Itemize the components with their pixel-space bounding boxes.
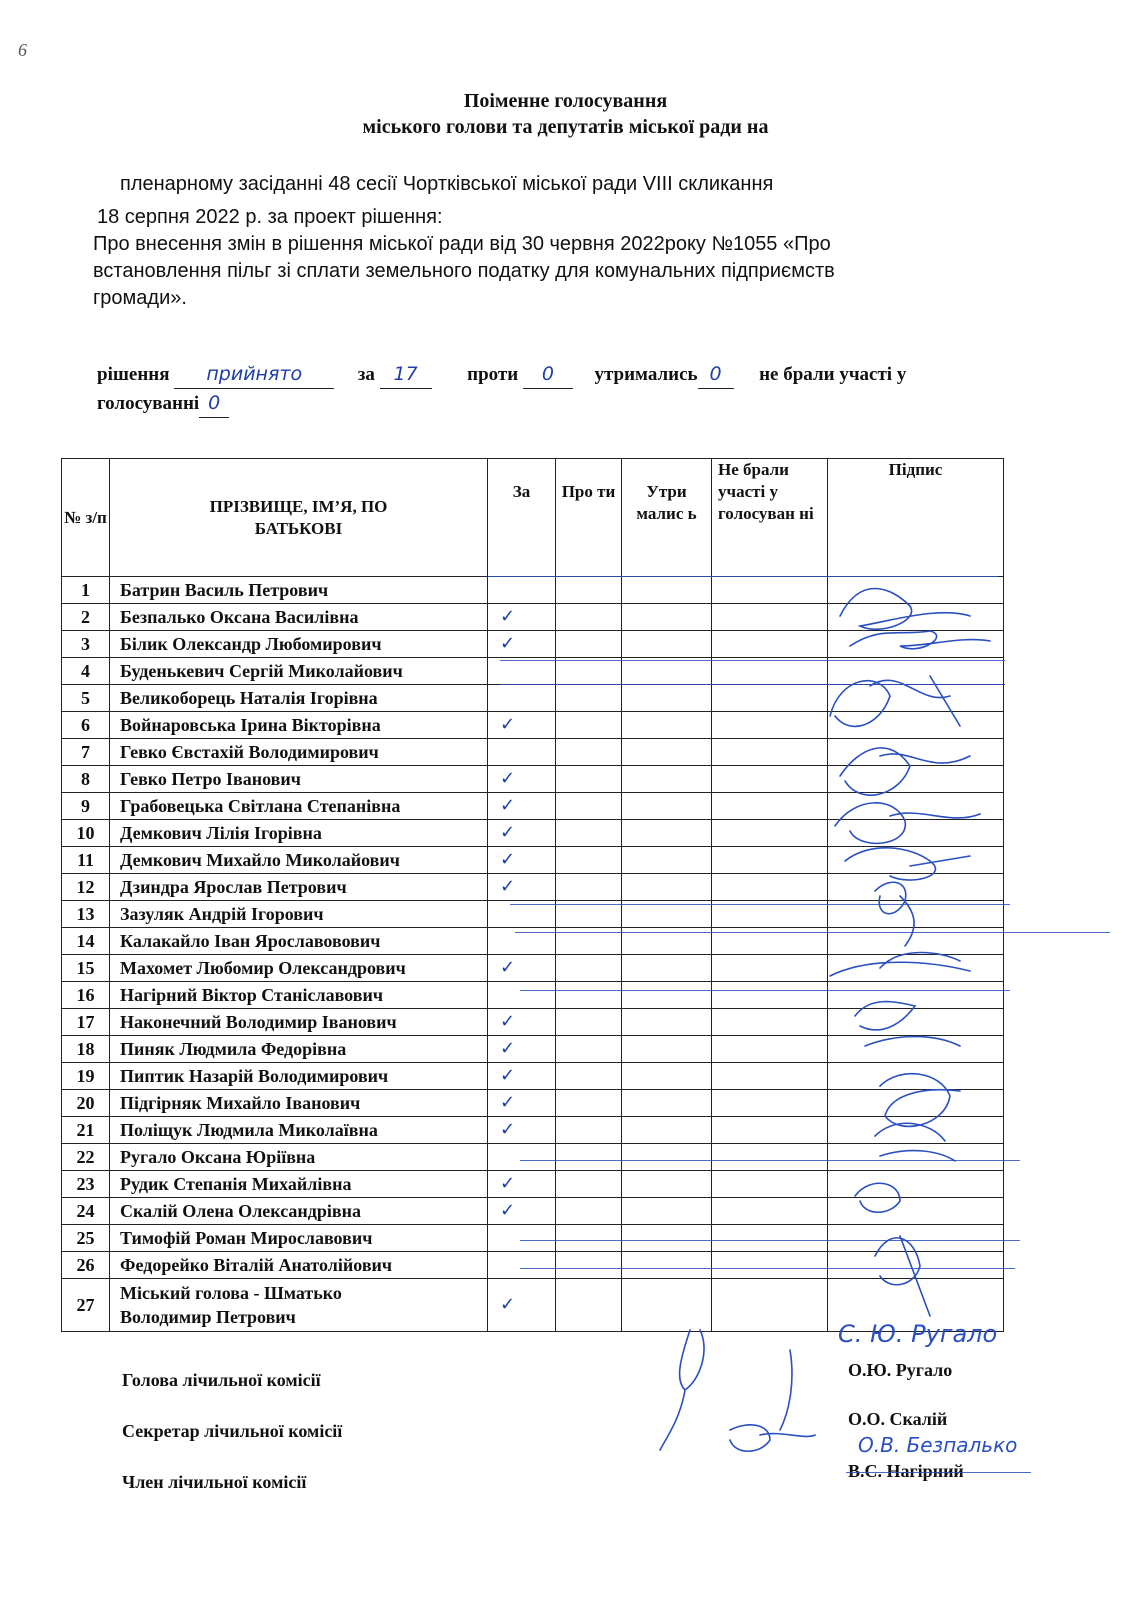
vote-for-cell — [488, 1252, 556, 1279]
vote-for-cell: ✓ — [488, 631, 556, 658]
deputy-name: Махомет Любомир Олександрович — [110, 955, 488, 982]
not-participated-cell — [712, 1063, 828, 1090]
vote-for-cell: ✓ — [488, 604, 556, 631]
vote-for-cell: ✓ — [488, 1198, 556, 1225]
vote-for-cell — [488, 739, 556, 766]
vote-abstained-cell — [622, 1144, 712, 1171]
vote-against-cell — [556, 577, 622, 604]
deputy-name: Скалій Олена Олександрівна — [110, 1198, 488, 1225]
abstained-value: 0 — [698, 360, 734, 389]
deputy-name: Пиняк Людмила Федорівна — [110, 1036, 488, 1063]
not-participated-cell — [712, 1036, 828, 1063]
for-label: за — [357, 364, 375, 385]
strike-line — [520, 1240, 1020, 1241]
row-number: 23 — [62, 1171, 110, 1198]
vote-for-cell: ✓ — [488, 847, 556, 874]
not-participated-cell — [712, 712, 828, 739]
deputy-name: Підгірняк Михайло Іванович — [110, 1090, 488, 1117]
deputy-name: Калакайло Іван Ярославовович — [110, 928, 488, 955]
vote-for-cell: ✓ — [488, 1171, 556, 1198]
deputy-name: Батрин Василь Петрович — [110, 577, 488, 604]
deputy-name: Рудик Степанія Михайлівна — [110, 1171, 488, 1198]
secretary-signature-stroke — [780, 1350, 792, 1430]
vote-against-cell — [556, 685, 622, 712]
abstained-label: утримались — [594, 364, 698, 385]
chair-label: Голова лічильної комісії — [122, 1370, 321, 1390]
vote-against-cell — [556, 982, 622, 1009]
not-participated-cell — [712, 874, 828, 901]
deputy-name: Гевко Петро Іванович — [110, 766, 488, 793]
handwritten-member-name: О.В. Безпалько — [858, 1433, 1018, 1457]
vote-against-cell — [556, 793, 622, 820]
vote-abstained-cell — [622, 1225, 712, 1252]
vote-abstained-cell — [622, 766, 712, 793]
row-number: 24 — [62, 1198, 110, 1225]
not-participated-cell — [712, 820, 828, 847]
vote-against-cell — [556, 739, 622, 766]
vote-for-cell — [488, 1144, 556, 1171]
vote-against-cell — [556, 1198, 622, 1225]
vote-abstained-cell — [622, 1252, 712, 1279]
vote-for-cell — [488, 658, 556, 685]
vote-against-cell — [556, 1090, 622, 1117]
vote-against-cell — [556, 1171, 622, 1198]
decision-value: прийнято — [174, 360, 334, 389]
member-name-underline — [846, 1472, 1031, 1473]
vote-against-cell — [556, 766, 622, 793]
deputy-name: Тимофій Роман Мирославович — [110, 1225, 488, 1252]
member-name: В.С. Нагірний — [848, 1461, 964, 1481]
row-number: 19 — [62, 1063, 110, 1090]
not-participated-cell — [712, 631, 828, 658]
vote-abstained-cell — [622, 712, 712, 739]
vote-abstained-cell — [622, 577, 712, 604]
row-number: 5 — [62, 685, 110, 712]
table-header-row — [62, 459, 1004, 577]
not-participated-cell — [712, 793, 828, 820]
deputy-name: Білик Олександр Любомирович — [110, 631, 488, 658]
header-name: ПРІЗВИЩЕ, ІМ’Я, ПО БАТЬКОВІ — [110, 459, 488, 577]
date-line: 18 серпня 2022 р. за проект рішення: — [97, 206, 443, 228]
vote-against-cell — [556, 847, 622, 874]
against-label: проти — [467, 364, 519, 385]
deputy-name: Буденькевич Сергій Миколайович — [110, 658, 488, 685]
vote-for-cell: ✓ — [488, 1036, 556, 1063]
strike-line — [500, 660, 1005, 661]
secretary-signature — [730, 1425, 815, 1451]
vote-abstained-cell — [622, 604, 712, 631]
vote-abstained-cell — [622, 874, 712, 901]
vote-for-cell — [488, 1225, 556, 1252]
deputy-name: Поліщук Людмила Миколаївна — [110, 1117, 488, 1144]
signature-nakonechnyi — [855, 1002, 960, 1046]
row-number: 22 — [62, 1144, 110, 1171]
row-number: 9 — [62, 793, 110, 820]
row-number: 3 — [62, 631, 110, 658]
session-line: пленарному засіданні 48 сесії Чортківської міської ради VIII скликання — [120, 173, 774, 195]
vote-against-cell — [556, 820, 622, 847]
secretary-name: О.О. Скалій — [848, 1409, 948, 1429]
for-value: 17 — [380, 360, 432, 389]
header-for: За — [488, 459, 556, 577]
vote-against-cell — [556, 1063, 622, 1090]
strike-line — [500, 684, 1005, 685]
vote-abstained-cell — [622, 1063, 712, 1090]
handwritten-signatures — [820, 576, 1020, 1336]
vote-for-cell: ✓ — [488, 1117, 556, 1144]
vote-abstained-cell — [622, 1171, 712, 1198]
not-participated-cell — [712, 1009, 828, 1036]
not-participated-cell — [712, 847, 828, 874]
signature-dzyndra — [875, 882, 914, 946]
vote-against-cell — [556, 1144, 622, 1171]
deputy-name: Великоборець Наталія Ігорівна — [110, 685, 488, 712]
row-number: 16 — [62, 982, 110, 1009]
deputy-name: Нагірний Віктор Станіславович — [110, 982, 488, 1009]
not-participated-cell — [712, 1090, 828, 1117]
row-number: 4 — [62, 658, 110, 685]
vote-against-cell — [556, 658, 622, 685]
strike-line — [488, 576, 998, 577]
signature-hrabovetska — [835, 803, 980, 844]
strike-line — [520, 1160, 1020, 1161]
vote-for-cell — [488, 982, 556, 1009]
not-participated-cell — [712, 982, 828, 1009]
vote-against-cell — [556, 1279, 622, 1332]
vote-against-cell — [556, 631, 622, 658]
title-line-1: Поіменне голосування — [463, 90, 668, 112]
vote-abstained-cell — [622, 955, 712, 982]
not-participated-cell — [712, 1144, 828, 1171]
row-number: 11 — [62, 847, 110, 874]
deputy-name: Безпалько Оксана Василівна — [110, 604, 488, 631]
not-participated-cell — [712, 739, 828, 766]
deputy-name: Федорейко Віталій Анатолійович — [110, 1252, 488, 1279]
deputy-name: Наконечний Володимир Іванович — [110, 1009, 488, 1036]
deputy-name: Дзиндра Ярослав Петрович — [110, 874, 488, 901]
secretary-label: Секретар лічильної комісії — [122, 1421, 343, 1441]
vote-abstained-cell — [622, 1090, 712, 1117]
signature-pyptyk — [880, 1074, 960, 1127]
row-number: 13 — [62, 901, 110, 928]
topic-line-1: Про внесення змін в рішення міської ради від 30 червня 2022року №1055 «Про — [93, 233, 831, 255]
not-participated-cell — [712, 766, 828, 793]
member-label: Член лічильної комісії — [122, 1472, 307, 1492]
vote-for-cell: ✓ — [488, 1009, 556, 1036]
not-participated-label: не брали участі у — [759, 364, 907, 385]
deputy-name — [110, 1279, 488, 1332]
row-number: 27 — [62, 1279, 110, 1332]
chair-signature — [660, 1330, 704, 1450]
not-participated-cell — [712, 955, 828, 982]
vote-for-cell: ✓ — [488, 955, 556, 982]
vote-for-cell: ✓ — [488, 874, 556, 901]
strike-line — [520, 1268, 1015, 1269]
not-participated-cell — [712, 1225, 828, 1252]
deputy-name: Зазуляк Андрій Ігорович — [110, 901, 488, 928]
vote-for-cell: ✓ — [488, 1279, 556, 1332]
deputy-name: Демкович Лілія Ігорівна — [110, 820, 488, 847]
row-number: 21 — [62, 1117, 110, 1144]
decision-topic — [93, 231, 1028, 312]
vote-for-cell — [488, 577, 556, 604]
vote-abstained-cell — [622, 739, 712, 766]
commission-signatures — [640, 1320, 840, 1490]
not-participated-value: 0 — [199, 389, 229, 418]
header-num: № з/п — [62, 459, 110, 577]
not-participated-cell — [712, 1117, 828, 1144]
not-participated-cell — [712, 685, 828, 712]
row-number: 18 — [62, 1036, 110, 1063]
signature-demkovych — [845, 848, 970, 880]
row-number: 14 — [62, 928, 110, 955]
handwritten-chair-name: С. Ю. Ругало — [838, 1320, 998, 1348]
signature-polishchuk — [875, 1123, 955, 1161]
row-number: 26 — [62, 1252, 110, 1279]
decision-label: рішення — [97, 364, 170, 385]
deputy-name: Пиптик Назарій Володимирович — [110, 1063, 488, 1090]
against-value: 0 — [523, 360, 573, 389]
row-number: 2 — [62, 604, 110, 631]
vote-for-cell: ✓ — [488, 766, 556, 793]
row-number: 10 — [62, 820, 110, 847]
not-participated-cell — [712, 1198, 828, 1225]
deputy-name-line-1: Міський голова - Шматько — [120, 1283, 342, 1303]
not-participated-cell — [712, 1252, 828, 1279]
not-participated-label-2: голосуванні — [97, 393, 200, 414]
chair-name: О.Ю. Ругало — [848, 1360, 953, 1380]
row-number: 17 — [62, 1009, 110, 1036]
topic-line-2: встановлення пільг зі сплати земельного податку для комунальних підприємств — [93, 260, 835, 282]
header-abstained: Утри малис ь — [622, 459, 712, 577]
vote-abstained-cell — [622, 793, 712, 820]
corner-page-mark: 6 — [18, 40, 27, 60]
signature-makhomet — [830, 952, 970, 976]
vote-abstained-cell — [622, 685, 712, 712]
deputy-name: Грабовецька Світлана Степанівна — [110, 793, 488, 820]
vote-against-cell — [556, 874, 622, 901]
vote-against-cell — [556, 1252, 622, 1279]
row-number: 8 — [62, 766, 110, 793]
vote-abstained-cell — [622, 847, 712, 874]
signature-bilyk — [850, 631, 990, 649]
signature-mayor — [875, 1236, 930, 1316]
deputy-name: Ругало Оксана Юріївна — [110, 1144, 488, 1171]
vote-against-cell — [556, 1117, 622, 1144]
vote-abstained-cell — [622, 1117, 712, 1144]
not-participated-cell — [712, 658, 828, 685]
not-participated-cell — [712, 577, 828, 604]
vote-for-cell: ✓ — [488, 1090, 556, 1117]
signature-bezpalko — [840, 589, 970, 630]
strike-line — [515, 932, 1110, 933]
strike-line — [520, 990, 1010, 991]
row-number: 12 — [62, 874, 110, 901]
vote-abstained-cell — [622, 658, 712, 685]
vote-for-cell: ✓ — [488, 820, 556, 847]
deputy-name-line-2: Володимир Петрович — [120, 1307, 296, 1327]
deputy-name: Демкович Михайло Миколайович — [110, 847, 488, 874]
signature-rudyk — [855, 1183, 900, 1212]
signature-hevko-p — [840, 748, 970, 795]
header-against: Про ти — [556, 459, 622, 577]
vote-against-cell — [556, 1009, 622, 1036]
row-number: 6 — [62, 712, 110, 739]
vote-against-cell — [556, 712, 622, 739]
vote-abstained-cell — [622, 1198, 712, 1225]
topic-line-3: громади». — [93, 287, 187, 309]
row-number: 25 — [62, 1225, 110, 1252]
vote-result-line — [97, 360, 1017, 418]
vote-for-cell: ✓ — [488, 712, 556, 739]
vote-abstained-cell — [622, 1036, 712, 1063]
row-number: 7 — [62, 739, 110, 766]
vote-against-cell — [556, 955, 622, 982]
title-line-2: міського голови та депутатів міської ради на — [362, 116, 769, 138]
vote-abstained-cell — [622, 631, 712, 658]
vote-against-cell — [556, 604, 622, 631]
vote-abstained-cell — [622, 820, 712, 847]
not-participated-cell — [712, 1171, 828, 1198]
vote-abstained-cell — [622, 982, 712, 1009]
vote-for-cell — [488, 685, 556, 712]
not-participated-cell — [712, 604, 828, 631]
row-number: 20 — [62, 1090, 110, 1117]
header-signature: Підпис — [828, 459, 1004, 577]
vote-against-cell — [556, 1225, 622, 1252]
vote-for-cell: ✓ — [488, 1063, 556, 1090]
header-not-participated: Не брали участі у голосуван ні — [712, 459, 828, 577]
vote-abstained-cell — [622, 1009, 712, 1036]
row-number: 15 — [62, 955, 110, 982]
strike-line — [510, 904, 1010, 905]
vote-against-cell — [556, 1036, 622, 1063]
deputy-name: Гевко Євстахій Володимирович — [110, 739, 488, 766]
row-number: 1 — [62, 577, 110, 604]
vote-for-cell: ✓ — [488, 793, 556, 820]
deputy-name: Войнаровська Ірина Вікторівна — [110, 712, 488, 739]
